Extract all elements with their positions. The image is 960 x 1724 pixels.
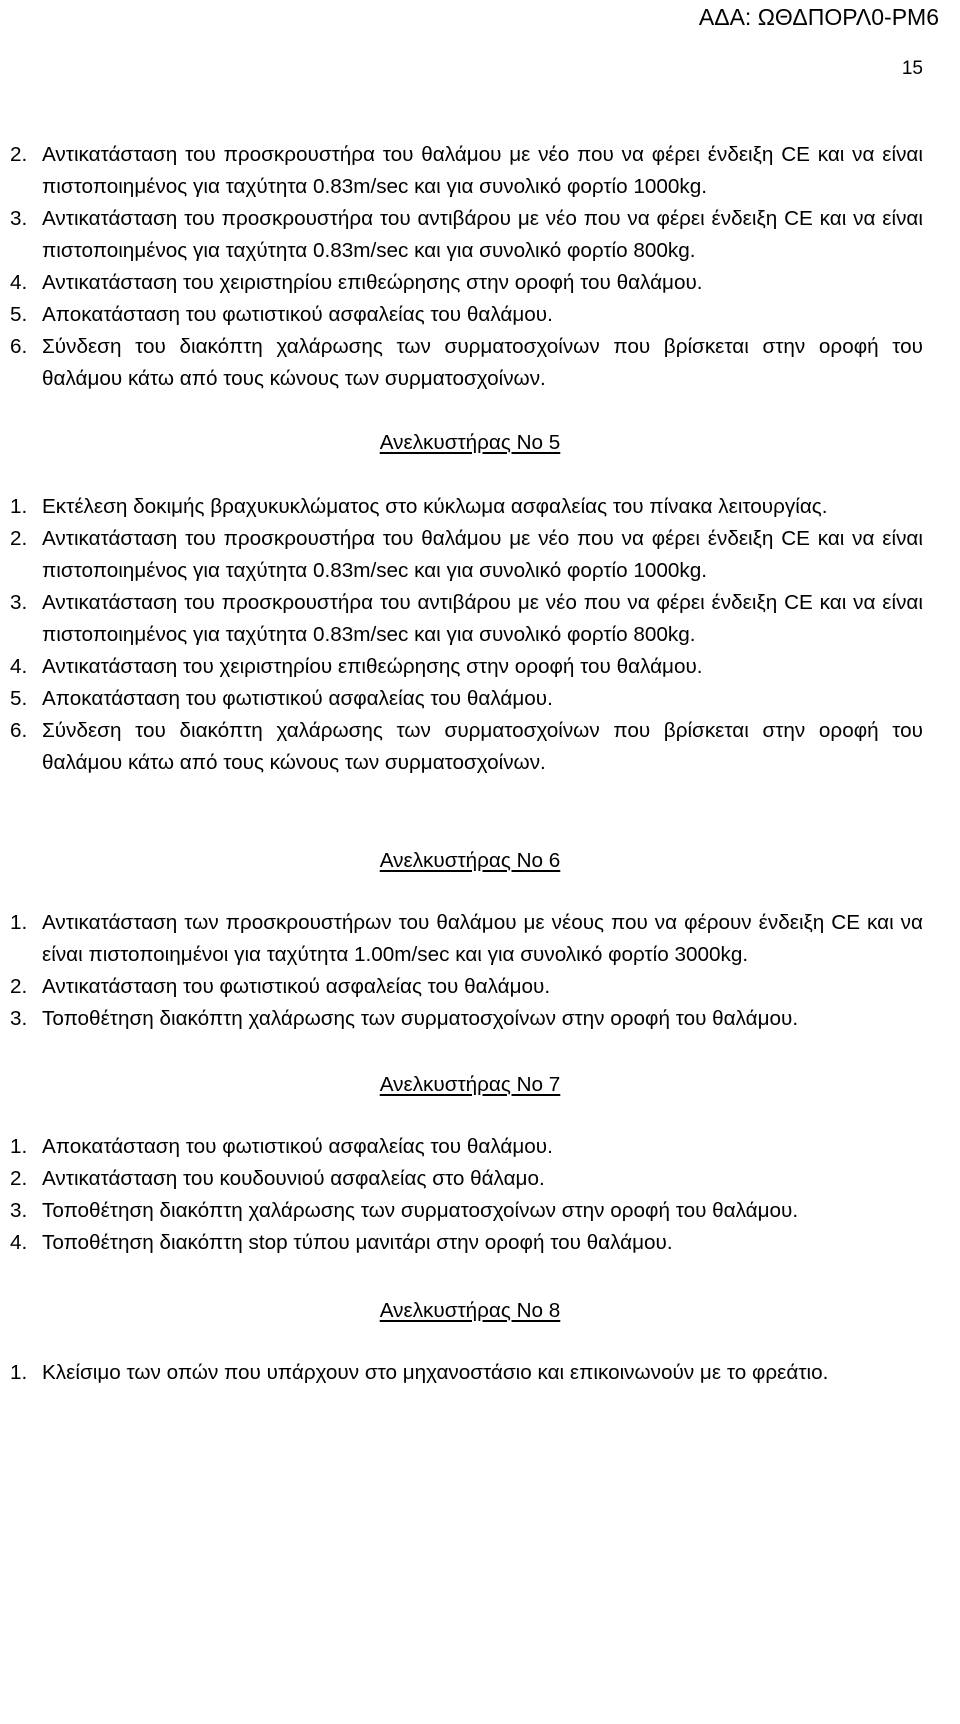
list-item xyxy=(10,1227,923,1259)
list-item xyxy=(10,523,923,587)
list-item xyxy=(10,651,923,683)
item-number: 3. xyxy=(10,207,28,230)
list-item xyxy=(10,203,923,267)
item-text: Αντικατάσταση του χειριστηρίου επιθεώρησης στην οροφή του θαλάμου. xyxy=(42,271,703,294)
item-text: Σύνδεση του διακόπτη χαλάρωσης των συρματοσχοίνων που βρίσκεται στην οροφή του θαλάμου κάτω από τους κώνους των συρματοσχοίνων. xyxy=(42,719,923,774)
list-item xyxy=(10,1195,923,1227)
list-item xyxy=(10,1163,923,1195)
item-text: Αντικατάσταση του φωτιστικού ασφαλείας του θαλάμου. xyxy=(42,975,551,998)
item-number: 3. xyxy=(10,1199,28,1222)
item-number: 2. xyxy=(10,527,28,550)
page-number: 15 xyxy=(901,58,923,79)
section-heading-elevator-8: Ανελκυστήρας Νο 8 xyxy=(379,1299,561,1322)
item-text: Αποκατάσταση του φωτιστικού ασφαλείας του θαλάμου. xyxy=(42,303,553,326)
item-number: 5. xyxy=(10,303,28,326)
item-number: 4. xyxy=(10,655,28,678)
item-text: Τοποθέτηση διακόπτη χαλάρωσης των συρματοσχοίνων στην οροφή του θαλάμου. xyxy=(42,1007,799,1030)
item-number: 6. xyxy=(10,335,28,358)
item-text: Τοποθέτηση διακόπτη stop τύπου μανιτάρι στην οροφή του θαλάμου. xyxy=(42,1231,673,1254)
list-item xyxy=(10,1357,923,1389)
item-text: Αντικατάσταση του κουδουνιού ασφαλείας στο θάλαμο. xyxy=(42,1167,545,1190)
item-number: 4. xyxy=(10,1231,28,1254)
list-item xyxy=(10,907,923,971)
list-item xyxy=(10,267,923,299)
item-number: 1. xyxy=(10,911,28,934)
item-text: Αντικατάσταση του χειριστηρίου επιθεώρησης στην οροφή του θαλάμου. xyxy=(42,655,703,678)
list-item xyxy=(10,299,923,331)
item-text: Αποκατάσταση του φωτιστικού ασφαλείας του θαλάμου. xyxy=(42,687,553,710)
list-item xyxy=(10,587,923,651)
list-item xyxy=(10,1131,923,1163)
item-text: Αντικατάσταση των προσκρουστήρων του θαλάμου με νέους που να φέρουν ένδειξη CE και να είναι πιστοποιημένοι για ταχύτητα 1.00m/sec και για συνολικό φορτίο 3000kg. xyxy=(42,911,923,966)
document-id: ΑΔΑ: ΩΘΔΠΟΡΛ0-ΡΜ6 xyxy=(698,4,939,30)
item-number: 2. xyxy=(10,1167,28,1190)
item-text: Τοποθέτηση διακόπτη χαλάρωσης των συρματοσχοίνων στην οροφή του θαλάμου. xyxy=(42,1199,799,1222)
list-item xyxy=(10,139,923,203)
item-text: Αντικατάσταση του προσκρουστήρα του θαλάμου με νέο που να φέρει ένδειξη CE και να είναι πιστοποιημένος για ταχύτητα 0.83m/sec και για συνολικό φορτίο 1000kg. xyxy=(42,527,923,582)
item-number: 6. xyxy=(10,719,28,742)
item-number: 1. xyxy=(10,1135,28,1158)
item-number: 2. xyxy=(10,143,28,166)
item-number: 1. xyxy=(10,1361,28,1384)
item-number: 5. xyxy=(10,687,28,710)
section-heading-elevator-5: Ανελκυστήρας Νο 5 xyxy=(379,431,561,454)
list-item xyxy=(10,715,923,779)
item-number: 3. xyxy=(10,1007,28,1030)
page-content xyxy=(0,139,960,1389)
item-text: Αντικατάσταση του προσκρουστήρα του θαλάμου με νέο που να φέρει ένδειξη CE και να είναι πιστοποιημένος για ταχύτητα 0.83m/sec και για συνολικό φορτίο 1000kg. xyxy=(42,143,923,198)
section-heading-elevator-7: Ανελκυστήρας Νο 7 xyxy=(379,1073,561,1096)
item-text: Εκτέλεση δοκιμής βραχυκυκλώματος στο κύκλωμα ασφαλείας του πίνακα λειτουργίας. xyxy=(42,495,828,518)
list-item xyxy=(10,491,923,523)
item-number: 4. xyxy=(10,271,28,294)
item-number: 3. xyxy=(10,591,28,614)
item-number: 2. xyxy=(10,975,28,998)
list-item xyxy=(10,683,923,715)
list-item xyxy=(10,971,923,1003)
item-text: Κλείσιμο των οπών που υπάρχουν στο μηχανοστάσιο και επικοινωνούν με το φρεάτιο. xyxy=(42,1361,829,1384)
item-text: Σύνδεση του διακόπτη χαλάρωσης των συρματοσχοίνων που βρίσκεται στην οροφή του θαλάμου κάτω από τους κώνους των συρματοσχοίνων. xyxy=(42,335,923,390)
item-text: Αντικατάσταση του προσκρουστήρα του αντιβάρου με νέο που να φέρει ένδειξη CE και να είναι πιστοποιημένος για ταχύτητα 0.83m/sec και για συνολικό φορτίο 800kg. xyxy=(42,591,923,646)
section-heading-elevator-6: Ανελκυστήρας Νο 6 xyxy=(379,849,561,872)
item-text: Αντικατάσταση του προσκρουστήρα του αντιβάρου με νέο που να φέρει ένδειξη CE και να είναι πιστοποιημένος για ταχύτητα 0.83m/sec και για συνολικό φορτίο 800kg. xyxy=(42,207,923,262)
item-text: Αποκατάσταση του φωτιστικού ασφαλείας του θαλάμου. xyxy=(42,1135,553,1158)
item-number: 1. xyxy=(10,495,28,518)
list-item xyxy=(10,1003,923,1035)
list-item xyxy=(10,331,923,395)
